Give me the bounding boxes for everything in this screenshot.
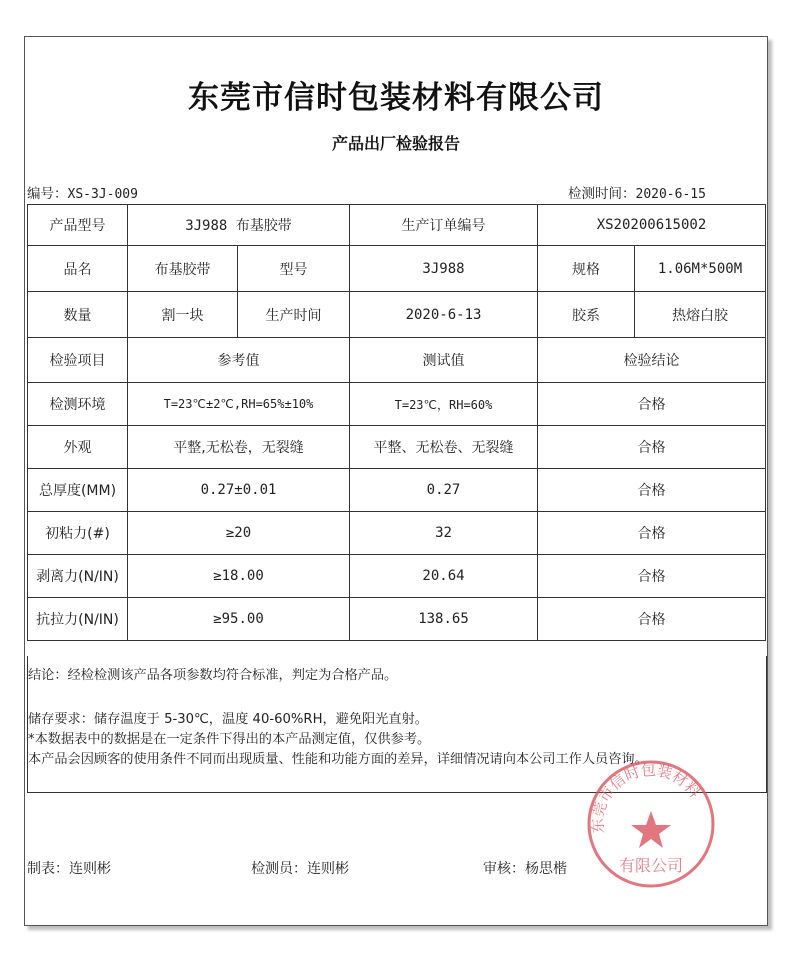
company-name: 东莞市信时包装材料有限公司 [188, 80, 604, 116]
test-row [28, 598, 766, 641]
prod-time-label: 生产时间 [238, 292, 350, 338]
test-measured: 138.65 [350, 598, 538, 641]
glue-label: 胶系 [538, 292, 635, 338]
glue-value: 热熔白胶 [635, 292, 766, 338]
header-result: 检验结论 [538, 338, 766, 383]
test-row [28, 555, 766, 598]
test-row [28, 512, 766, 555]
test-item: 总厚度(MM) [28, 469, 128, 512]
test-result: 合格 [538, 598, 766, 641]
prod-time-value: 2020-6-13 [350, 292, 538, 338]
name-value: 布基胶带 [128, 246, 238, 292]
test-item: 剥离力(N/IN) [28, 555, 128, 598]
test-reference: 平整,无松卷，无裂缝 [128, 426, 350, 469]
test-measured: 0.27 [350, 469, 538, 512]
maker-signature: 制表：连则彬 [27, 861, 111, 877]
doc-number-label: 编号： [27, 186, 68, 202]
test-item: 检测环境 [28, 383, 128, 426]
test-measured: 平整、无松卷、无裂缝 [350, 426, 538, 469]
doc-number [27, 182, 138, 202]
svg-text:东莞市信时包装材料: 东莞市信时包装材料 [588, 760, 704, 834]
info-row-name [28, 246, 766, 292]
test-measured: 20.64 [350, 555, 538, 598]
info-row-model [28, 205, 766, 246]
qty-label: 数量 [28, 292, 128, 338]
test-row [28, 469, 766, 512]
model-label: 产品型号 [28, 205, 128, 246]
inspection-report-page [24, 36, 768, 926]
header-measured: 测试值 [350, 338, 538, 383]
svg-text:有限公司: 有限公司 [618, 856, 684, 875]
report-title: 产品出厂检验报告 [331, 134, 460, 153]
test-measured: 32 [350, 512, 538, 555]
test-reference: ≥18.00 [128, 555, 350, 598]
test-item: 初粘力(#) [28, 512, 128, 555]
test-result: 合格 [538, 426, 766, 469]
order-label: 生产订单编号 [350, 205, 538, 246]
test-row [28, 383, 766, 426]
type-value: 3J988 [350, 246, 538, 292]
spec-label: 规格 [538, 246, 635, 292]
test-reference: T=23℃±2℃,RH=65%±10% [128, 383, 350, 426]
data-note-text: *本数据表中的数据是在一定条件下得出的本产品测定值，仅供参考。 [28, 732, 431, 747]
type-label: 型号 [238, 246, 350, 292]
test-result: 合格 [538, 383, 766, 426]
inspection-date-value: 2020-6-15 [635, 187, 706, 202]
storage-text: 储存要求：储存温度于 5-30℃，温度 40-60%RH，避免阳光直射。 [28, 712, 428, 727]
disclaimer-text: 本产品会因顾客的使用条件不同而出现质量、性能和功能方面的差异，详细情况请向本公司工作人员咨询。 [28, 752, 648, 767]
test-reference: ≥20 [128, 512, 350, 555]
header-reference: 参考值 [128, 338, 350, 383]
reviewer-signature: 审核：杨思楷 [483, 861, 567, 877]
doc-number-value: XS-3J-009 [67, 187, 138, 202]
name-label: 品名 [28, 246, 128, 292]
test-result: 合格 [538, 512, 766, 555]
test-reference: ≥95.00 [128, 598, 350, 641]
spec-value: 1.06M*500M [635, 246, 766, 292]
test-result: 合格 [538, 555, 766, 598]
order-value: XS20200615002 [538, 205, 766, 246]
inspector-signature: 检测员：连则彬 [251, 861, 349, 877]
qty-value: 割一块 [128, 292, 238, 338]
inspection-table [27, 204, 766, 641]
test-result: 合格 [538, 469, 766, 512]
info-row-qty [28, 292, 766, 338]
inspection-date [568, 182, 706, 202]
model-value: 3J988 布基胶带 [128, 205, 350, 246]
header-item: 检验项目 [28, 338, 128, 383]
test-header-row [28, 338, 766, 383]
company-seal-stamp [586, 759, 716, 889]
inspection-date-label: 检测时间： [568, 186, 636, 202]
conclusion-text: 结论：经检检测该产品各项参数均符合标准，判定为合格产品。 [28, 668, 398, 683]
test-row [28, 426, 766, 469]
test-item: 外观 [28, 426, 128, 469]
test-reference: 0.27±0.01 [128, 469, 350, 512]
test-item: 抗拉力(N/IN) [28, 598, 128, 641]
test-measured: T=23℃，RH=60% [350, 383, 538, 426]
